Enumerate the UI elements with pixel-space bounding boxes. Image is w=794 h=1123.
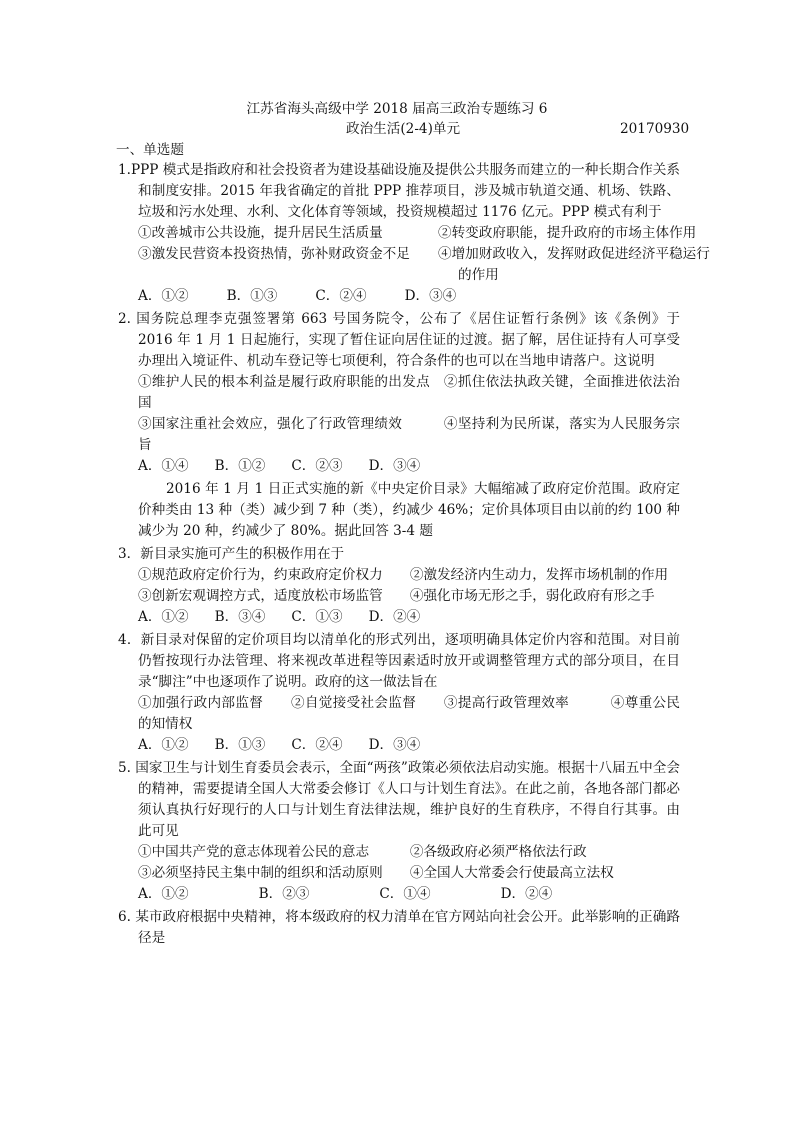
- question-list: [118, 160, 710, 951]
- option-line: ③国家注重社会效应，强化了行政管理绩效 ④坚持利为民所谋，落实为人民服务宗旨: [138, 416, 680, 453]
- choice-c[interactable]: C．①④: [379, 886, 431, 902]
- question-stem: 6. 某市政府根据中央精神，将本级政府的权力清单在官方网站向社会公开。此举影响的正确路径是: [118, 909, 680, 946]
- choice-a[interactable]: A．①④: [138, 458, 189, 474]
- question-stem: 3．新目录实施可产生的积极作用在于: [118, 546, 345, 562]
- choice-b[interactable]: B．①③: [214, 737, 266, 753]
- choice-b[interactable]: B．①③: [226, 288, 278, 304]
- option-2: ②转变政府职能，提升政府的市场主体作用: [438, 225, 697, 241]
- option-1: ①改善城市公共设施，提升居民生活质量: [138, 225, 383, 241]
- option-line: ①加强行政内部监督 ②自觉接受社会监督 ③提高行政管理效率 ④尊重公民的知情权: [138, 695, 680, 732]
- choice-d[interactable]: D．②④: [500, 886, 553, 902]
- option-line: ①中国共产党的意志体现着公民的意志 ②各级政府必须严格依法行政: [138, 844, 587, 860]
- question-stem: 2. 国务院总理李克强签署第 663 号国务院令，公布了《居住证暂行条例》该《条例》于 2016 年 1 月 1 日起施行，实现了暂住证向居住证的过渡。据了解，居住证持有人可享受办理出入境证件、机动车登记等七项便利，符合条件的也可以在当地申请落户。这说明: [118, 311, 680, 369]
- document-subtitle: 政治生活(2-4)单元: [346, 121, 461, 137]
- choice-a[interactable]: A．①②: [138, 288, 189, 304]
- answer-choices: [118, 456, 680, 477]
- answer-choices: [118, 884, 680, 905]
- option-3: ③激发民营资本投资热情，弥补财政资金不足: [138, 246, 410, 262]
- option-line: ③创新宏观调控方式，适度放松市场监管 ④强化市场无形之手，弱化政府有形之手: [138, 588, 655, 604]
- question-stem: 5. 国家卫生与计划生育委员会表示，全面“两孩”政策必须依法启动实施。根据十八届五中全会的精神，需要提请全国人大常委会修订《人口与计划生育法》。在此之前，各地各部门都必须认真执行好现行的人口与计划生育法律法规，维护良好的生育秩序，不得自行其事。由此可见: [118, 760, 680, 839]
- option-row: [118, 223, 697, 244]
- choice-a[interactable]: A．①②: [138, 737, 189, 753]
- option-line: ①规范政府定价行为，约束政府定价权力 ②激发经济内生动力，发挥市场机制的作用: [138, 567, 669, 583]
- choice-c[interactable]: C．②③: [291, 458, 343, 474]
- option-line: ①维护人民的根本利益是履行政府职能的出发点 ②抓住依法执政关键，全面推进依法治国: [138, 374, 680, 411]
- answer-choices: [118, 286, 680, 307]
- option-line: ③必须坚持民主集中制的组织和活动原则 ④全国人大常委会行使最高立法权: [138, 865, 614, 881]
- question-3: [118, 544, 680, 628]
- question-6: [118, 907, 680, 949]
- choice-d[interactable]: D．③④: [368, 458, 421, 474]
- answer-choices: [118, 735, 680, 756]
- choice-c[interactable]: C．①③: [291, 609, 343, 625]
- question-5: [118, 758, 680, 905]
- choice-d[interactable]: D．②④: [368, 609, 421, 625]
- answer-choices: [118, 607, 680, 628]
- question-stem: 4．新目录对保留的定价项目均以清单化的形式列出，逐项明确具体定价内容和范围。对目前仍暂按现行办法管理、将来视改革进程等因素适时放开或调整管理方式的部分项目，在目录“脚注”中也逐项作了说明。政府的这一做法旨在: [118, 632, 680, 690]
- choice-b[interactable]: B．②③: [258, 886, 310, 902]
- choice-c[interactable]: C．②④: [291, 737, 343, 753]
- material-text: 2016 年 1 月 1 日正式实施的新《中央定价目录》大幅缩减了政府定价范围。政府定价种类由 13 种（类）减少到 7 种（类），约减少 46%；定价具体项目由以前的约 100 种减少为 20 种，约减少了 80%。据此回答 3-4 题: [138, 481, 680, 539]
- question-1: [118, 160, 710, 307]
- choice-d[interactable]: D．③④: [404, 288, 457, 304]
- document-title: 江苏省海头高级中学 2018 届高三政治专题练习 6: [246, 101, 548, 117]
- choice-c[interactable]: C．②④: [315, 288, 367, 304]
- choice-d[interactable]: D．③④: [368, 737, 421, 753]
- question-2: [118, 309, 680, 477]
- option-4: ④增加财政收入，发挥财政促进经济平稳运行的作用: [438, 246, 710, 283]
- choice-b[interactable]: B．③④: [214, 609, 266, 625]
- shared-material: [118, 479, 680, 542]
- choice-b[interactable]: B．①②: [214, 458, 266, 474]
- choice-a[interactable]: A．①②: [138, 609, 189, 625]
- section-heading: 一、单选题: [116, 142, 184, 158]
- question-stem: 1.PPP 模式是指政府和社会投资者为建设基础设施及提供公共服务而建立的一种长期合作关系和制度安排。2015 年我省确定的首批 PPP 推荐项目，涉及城市轨道交通、机场、铁路、垃圾和污水处理、水利、文化体育等领域，投资规模超过 1176 亿元。PPP 模式有利于: [118, 162, 680, 220]
- choice-a[interactable]: A．①②: [138, 886, 189, 902]
- question-4: [118, 630, 680, 756]
- document-date: 20170930: [620, 121, 690, 137]
- option-row: [118, 244, 710, 286]
